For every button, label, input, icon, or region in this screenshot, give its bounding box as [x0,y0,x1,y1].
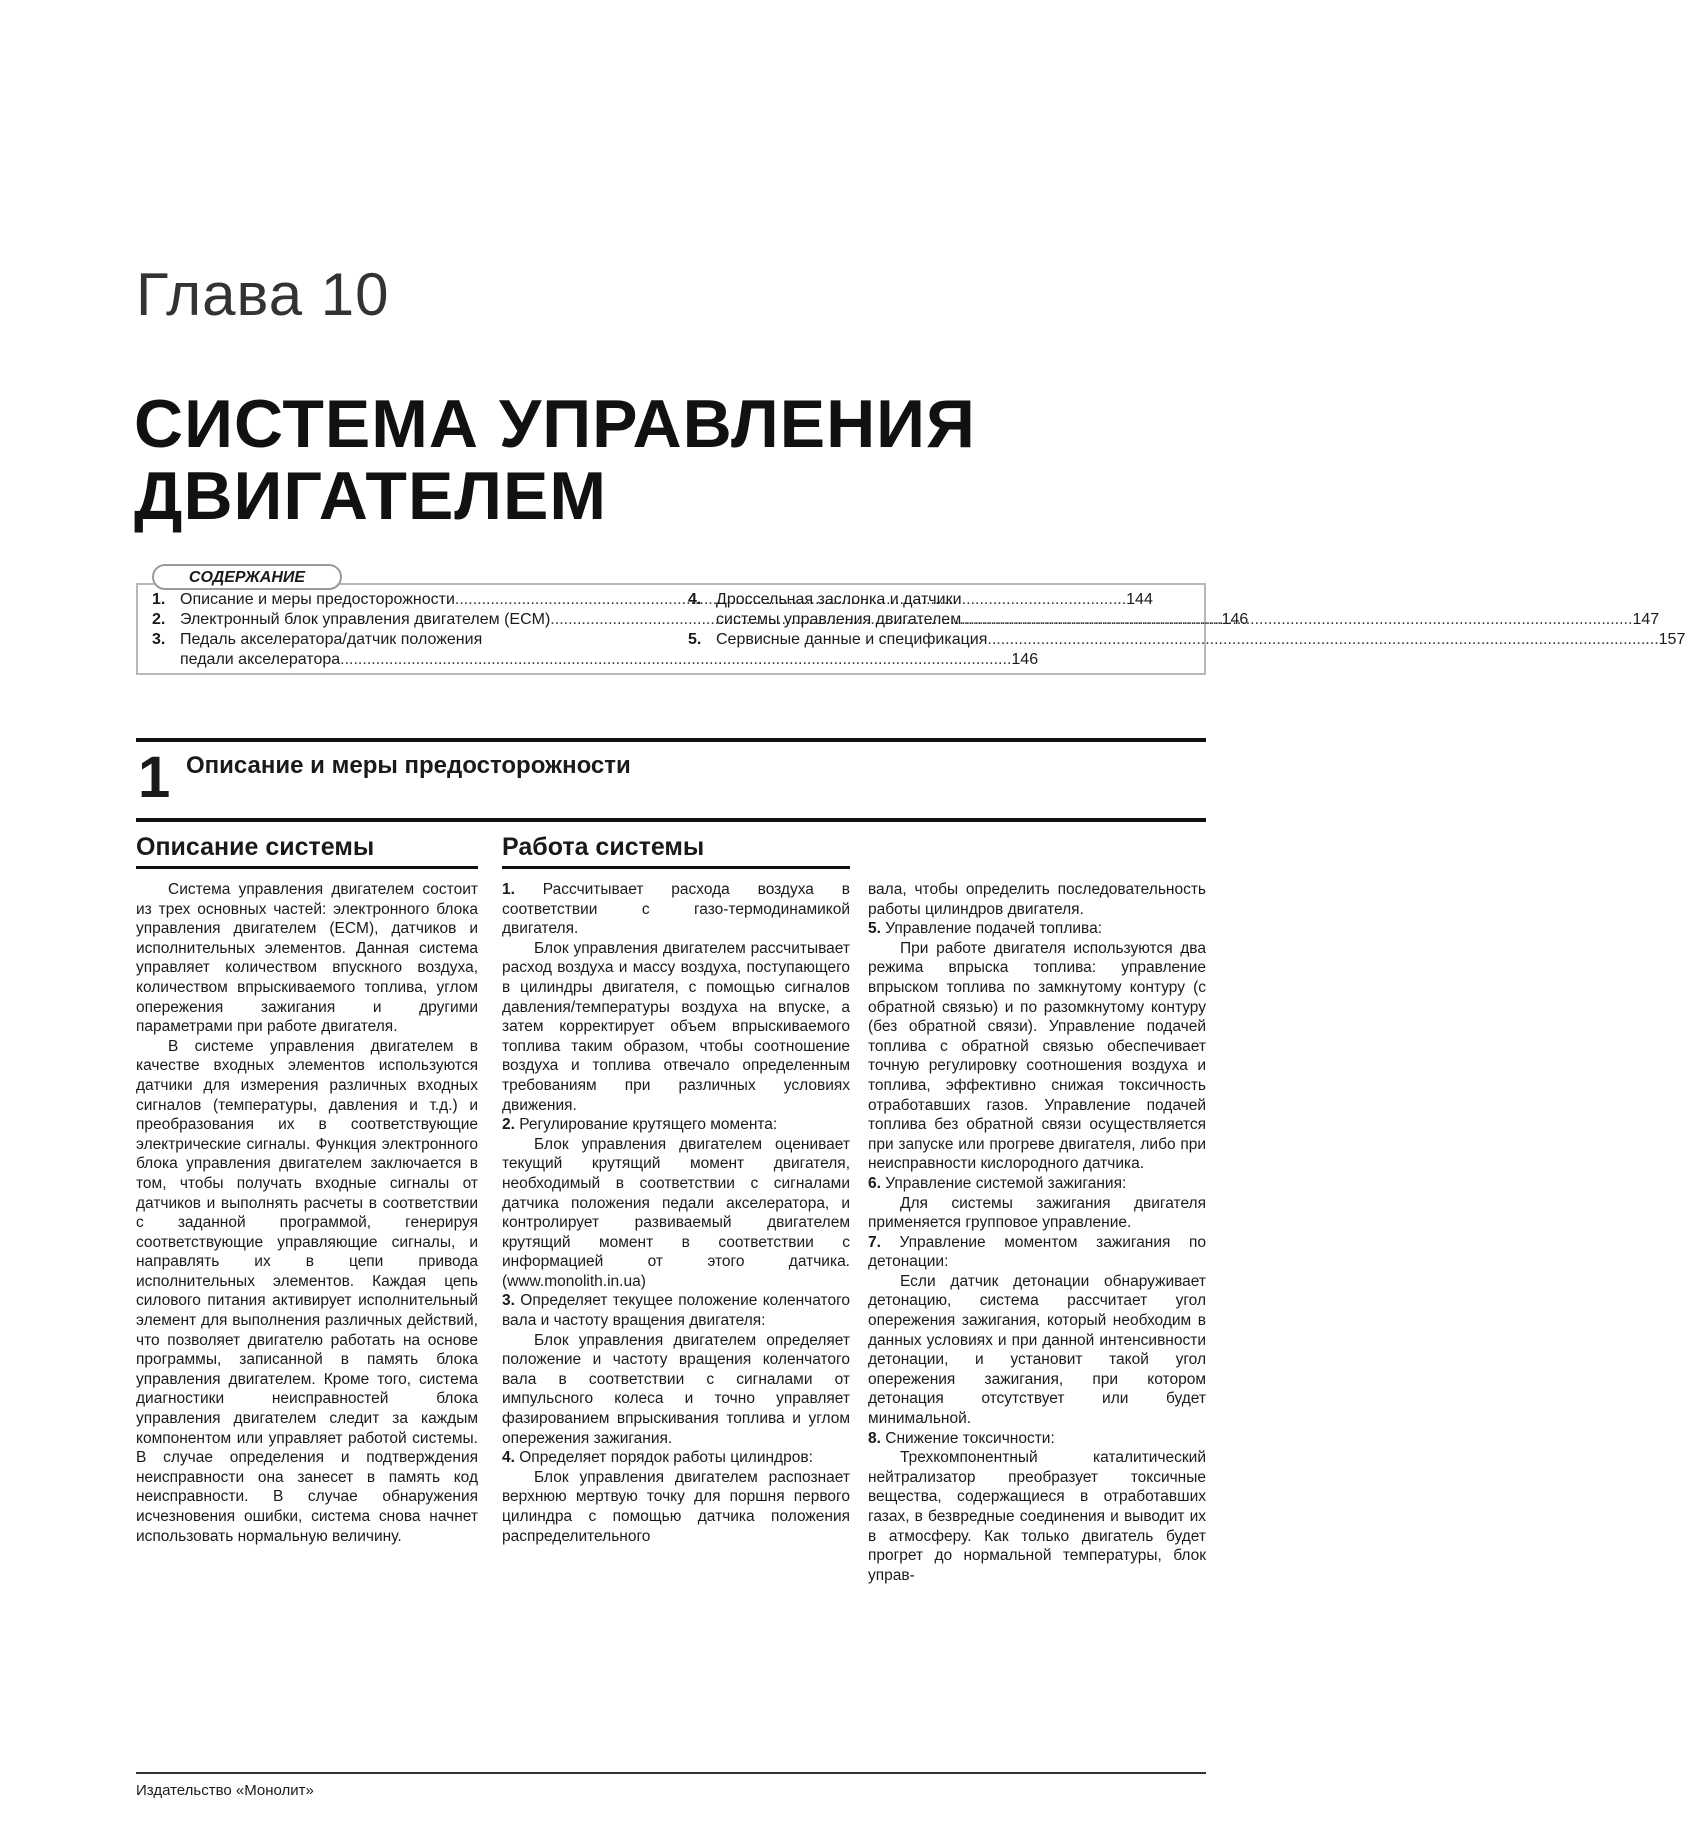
chapter-title-line-1: СИСТЕМА УПРАВЛЕНИЯ [134,386,976,462]
list-item: 4. Определяет порядок работы цилиндров: [502,1449,813,1467]
toc-item-title: Описание и меры предосторожности [180,591,455,608]
paragraph: Трехкомпонентный каталитический нейтрализатор преобразует токсичные вещества, содержащиеся в отработавших газах, в безвредные соединения и выводит их в атмосферу. Как только двигатель будет прогрет до нормальной температуры, блок управ- [868,1449,1206,1584]
section-rule-top [136,738,1206,742]
paragraph: вала, чтобы определить последовательность работы цилиндров двигателя. [868,881,1206,918]
paragraph: При работе двигателя используются два режима впрыска топлива: управление впрыском топлива по замкнутому контуру (с обратной связью) и по разомкнутому контуру (без обратной связи). Управление подачей топлива с обратной связью обеспечивает точную регулировку соотношения воздуха и топлива, эффективно снижая токсичность отработавших газов. Управление подачей топлива без обратной связи осуществляется при запуске или прогреве двигателя, либо при неисправности кислородного датчика. [868,939,1206,1173]
paragraph: Блок управления двигателем распознает верхнюю мертвую точку для поршня первого цилиндра с помощью датчика положения распределительного [502,1468,850,1545]
toc-item-number: 5. [688,631,702,648]
list-item: 6. Управление системой зажигания: [868,1174,1127,1192]
toc-item[interactable] [688,630,1685,650]
list-item: 3. Определяет текущее положение коленчатого вала и частоту вращения двигателя: [502,1292,851,1330]
toc-item-page: 146 [1011,651,1039,668]
chapter-label: Глава 10 [136,261,390,328]
text-column-3 [868,880,1206,1585]
paragraph: Если датчик детонации обнаруживает детонацию, система рассчитает угол опережения зажигания, который необходим в данных условиях и при данной интенсивности детонации, и установит такой угол опережения зажигания, при котором детонация отсутствует или будет минимальной. [868,1272,1206,1428]
toc-item-number: 4. [688,591,702,608]
paragraph: В системе управления двигателем в качестве входных элементов используются датчики для измерения различных входных сигналов (температуры, давления и т.д.) и преобразования их в соответствующие электрические сигналы. Функция электронного блока управления двигателем заключается в том, чтобы получать входные сигналы от датчиков и выполнять расчеты в соответствии с заданной программой, генерируя соответствующие управляющие сигналы, и направлять их в цепи привода исполнительных элементов. Каждая цепь силового питания активирует исполнительный элемент для выполнения различных действий, что позволяет двигателю работать на основе программы, записанной в память блока управления двигателем. Кроме того, система диагностики неисправностей блока управления двигателем следит за каждым компонентом или управляет работой системы. В случае определения и подтверждения неисправности она занесет в память код неисправности. В случае обнаружения исчезновения ошибки, система снова начнет использовать нормальную величину. [136,1037,478,1545]
column-heading-description: Описание системы [136,833,478,869]
chapter-title [134,388,1174,532]
section-rule-bottom [136,818,1206,822]
toc-item-title-cont: педали акселератора [180,651,341,668]
toc-item-title: Дроссельная заслонка и датчики [716,591,962,608]
paragraph: Блок управления двигателем рассчитывает расход воздуха и массу воздуха, поступающего в цилиндры двигателя, с помощью сигналов давления/температуры воздуха на впуске, а затем корректирует объем впрыскиваемого топлива таким образом, чтобы соотношение воздуха и топлива отвечало определенным требованиям при различных условиях движения. [502,939,850,1114]
paragraph: Для системы зажигания двигателя применяется групповое управление. [868,1194,1206,1232]
text-column-2 [502,880,850,1546]
footer-rule [136,1772,1206,1774]
paragraph: Система управления двигателем состоит из трех основных частей: электронного блока управления двигателем (ECM), датчиков и исполнительных элементов. Данная система управляет количеством впускного воздуха, количеством впрыскиваемого топлива, углом опережения зажигания и другими параметрами при работе двигателя. [136,881,478,1036]
toc-item-page: 147 [1632,611,1660,628]
toc-item-number: 1. [152,591,166,608]
toc-item-page: 157 [1658,631,1685,648]
toc-item-number: 3. [152,631,166,648]
toc-label: СОДЕРЖАНИЕ [152,564,342,590]
paragraph: Блок управления двигателем определяет положение и частоту вращения коленчатого вала в соответствии с сигналами от импульсного колеса и точно управляет фазированием впрыскивания топлива и углом опережения зажигания. [502,1331,850,1447]
list-item: 2. Регулирование крутящего момента: [502,1116,778,1134]
toc-item-title: Сервисные данные и спецификация [716,631,988,648]
toc-item-page: 146 [1221,611,1249,628]
paragraph: Блок управления двигателем оценивает текущий крутящий момент двигателя, необходимый в соответствии с сигналами датчика положения педали акселератора, и контролирует развиваемый двигателем крутящий момент в соответствии с информацией от этого датчика. (www.monolith.in.ua) [502,1135,850,1290]
text-column-1 [136,880,478,1546]
chapter-title-line-2: ДВИГАТЕЛЕМ [134,458,608,534]
publisher-footer: Издательство «Монолит» [136,1782,314,1799]
column-heading-operation: Работа системы [502,833,850,869]
section-title: Описание и меры предосторожности [186,752,631,779]
list-item: 1. Рассчитывает расхода воздуха в соответствии с газо-термодинамикой двигателя. [502,881,850,938]
toc-item-title-cont: системы управления двигателем [716,611,962,628]
list-item: 5. Управление подачей топлива: [868,920,1103,938]
list-item: 7. Управление моментом зажигания по детонации: [868,1233,1207,1271]
toc-item-title: Педаль акселератора/датчик положения [180,631,483,648]
section-number: 1 [138,745,171,810]
list-item: 8. Снижение токсичности: [868,1429,1055,1447]
toc-item-number: 2. [152,611,166,628]
toc-item-title: Электронный блок управления двигателем (ECM) [180,611,551,628]
toc-item-page: 144 [1126,591,1153,608]
